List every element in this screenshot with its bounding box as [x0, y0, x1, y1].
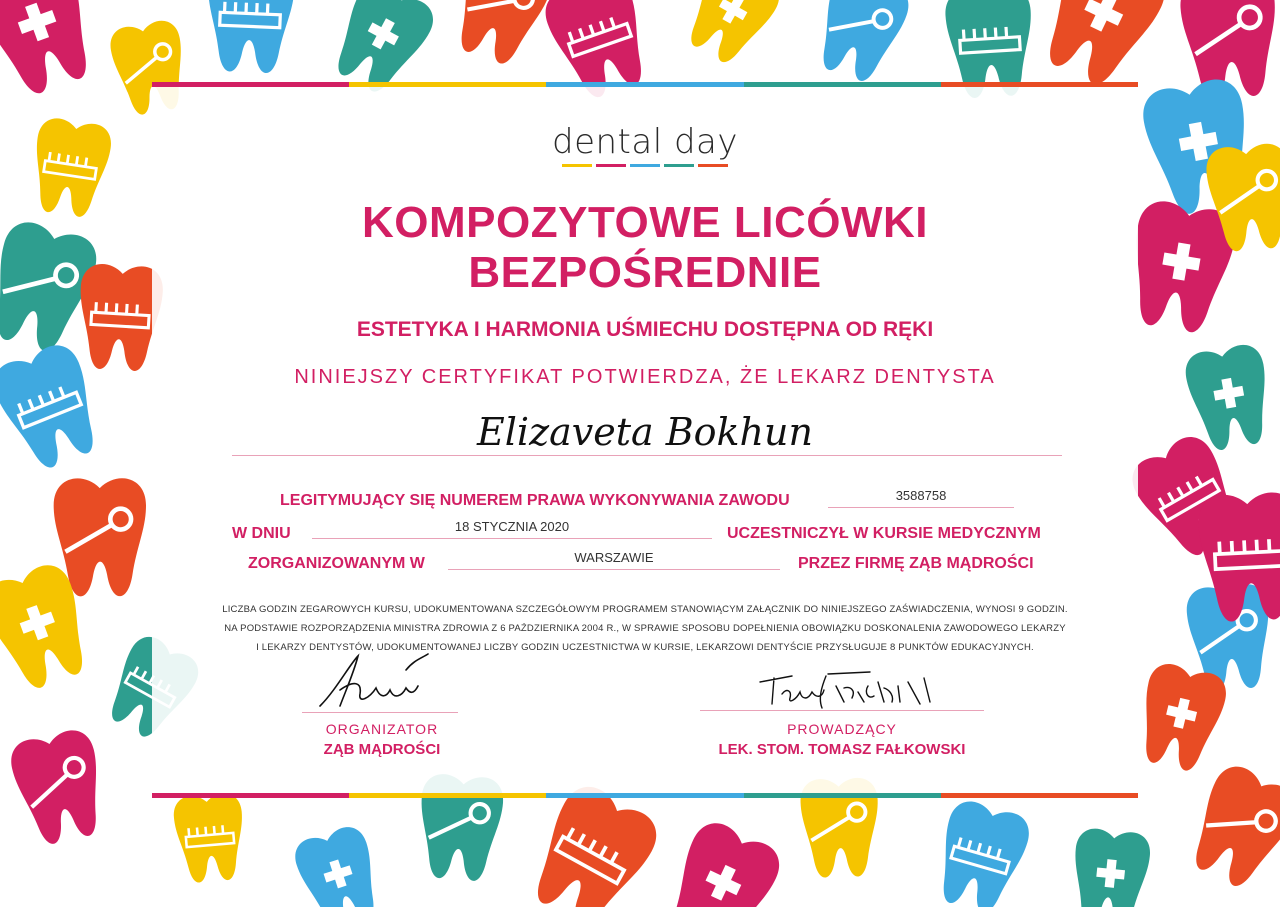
bottom-color-stripe — [152, 793, 1138, 798]
tooth-shape — [927, 796, 1034, 907]
tooth-shape — [205, 0, 295, 74]
logo-color-bar — [152, 164, 1138, 167]
tooth-shape — [76, 263, 164, 373]
fine-print — [152, 600, 1138, 657]
organizer-name: ZĄB MĄDROŚCI — [323, 741, 441, 758]
tooth-shape — [1068, 827, 1152, 907]
fine-print-line-1: LICZBA GODZIN ZEGAROWYCH KURSU, UDOKUMENTOWANA SZCZEGÓŁOWYM PROGRAMEM STANOWIĄCYM ZAŁĄCZNIK DO NINIEJSZEGO ZAŚWIADCZENIA, WYNOSI 9 GODZIN. — [222, 604, 1068, 615]
participant-name: Elizaveta Bokhun — [477, 410, 813, 454]
organized-label: ZORGANIZOWANYM W — [248, 555, 425, 572]
certificate-subtitle: ESTETYKA I HARMONIA UŚMIECHU DOSTĘPNA OD RĘKI — [356, 318, 934, 341]
license-number: 3588758 — [895, 488, 947, 503]
fine-print-line-2: NA PODSTAWIE ROZPORZĄDZENIA MINISTRA ZDROWIA Z 6 PAŹDZIERNIKA 2004 R., W SPRAWIE SPOSOBU DOPEŁNIENIA OBOWIĄZKU DOSKONALENIA ZAWODOWEGO LEKARZY — [224, 623, 1066, 634]
title-line-2: BEZPOŚREDNIE — [468, 248, 822, 297]
date-underline — [312, 538, 712, 539]
tooth-shape — [1131, 660, 1231, 776]
license-underline — [828, 507, 1014, 508]
name-underline — [232, 455, 1062, 456]
confirmation-text: NINIEJSZY CERTYFIKAT POTWIERDZA, ŻE LEKARZ DENTYSTA — [294, 366, 996, 388]
organizer-signature — [310, 650, 440, 714]
participated-label: UCZESTNICZYŁ W KURSIE MEDYCZNYM — [727, 525, 1041, 542]
organizer-role: ORGANIZATOR — [325, 721, 439, 737]
date-value: 18 STYCZNIA 2020 — [454, 519, 570, 534]
tooth-shape — [655, 815, 787, 907]
leader-name: LEK. STOM. TOMASZ FAŁKOWSKI — [718, 741, 966, 758]
organizer-signature-line — [302, 712, 458, 713]
leader-signature-line — [700, 710, 984, 711]
date-label: W DNIU — [232, 525, 291, 542]
tooth-shape — [676, 0, 786, 72]
tooth-shape — [444, 0, 557, 71]
tooth-shape — [0, 0, 106, 103]
tooth-shape — [1178, 759, 1280, 896]
tooth-shape — [172, 792, 247, 884]
city-value: WARSZAWIE — [574, 550, 654, 565]
logo-text: dental day — [551, 122, 738, 162]
city-underline — [448, 569, 780, 570]
tooth-shape — [290, 822, 388, 907]
tooth-shape — [27, 116, 114, 220]
leader-role: PROWADZĄCY — [787, 721, 897, 737]
fine-print-line-3: I LEKARZY DENTYSTÓW, UDOKUMENTOWANEJ LICZBY GODZIN UCZESTNICTWA W KURSIE, LEKARZOWI DENTYŚCIE PRZYSŁUGUJE 8 PUNKTÓW EDUKACYJNYCH. — [256, 642, 1034, 653]
license-label: LEGITYMUJĄCY SIĘ NUMEREM PRAWA WYKONYWANIA ZAWODU — [280, 492, 790, 509]
title-line-1: KOMPOZYTOWE LICÓWKI — [362, 198, 928, 247]
tooth-shape — [7, 726, 113, 849]
tooth-shape — [807, 0, 914, 88]
leader-signature — [752, 668, 942, 712]
company-label: PRZEZ FIRMĘ ZĄB MĄDROŚCI — [798, 555, 1034, 572]
dental-day-logo — [152, 122, 1138, 167]
tooth-shape — [1182, 342, 1277, 454]
top-color-stripe — [152, 82, 1138, 87]
certificate-title — [152, 198, 1138, 298]
certificate-card — [152, 82, 1138, 798]
